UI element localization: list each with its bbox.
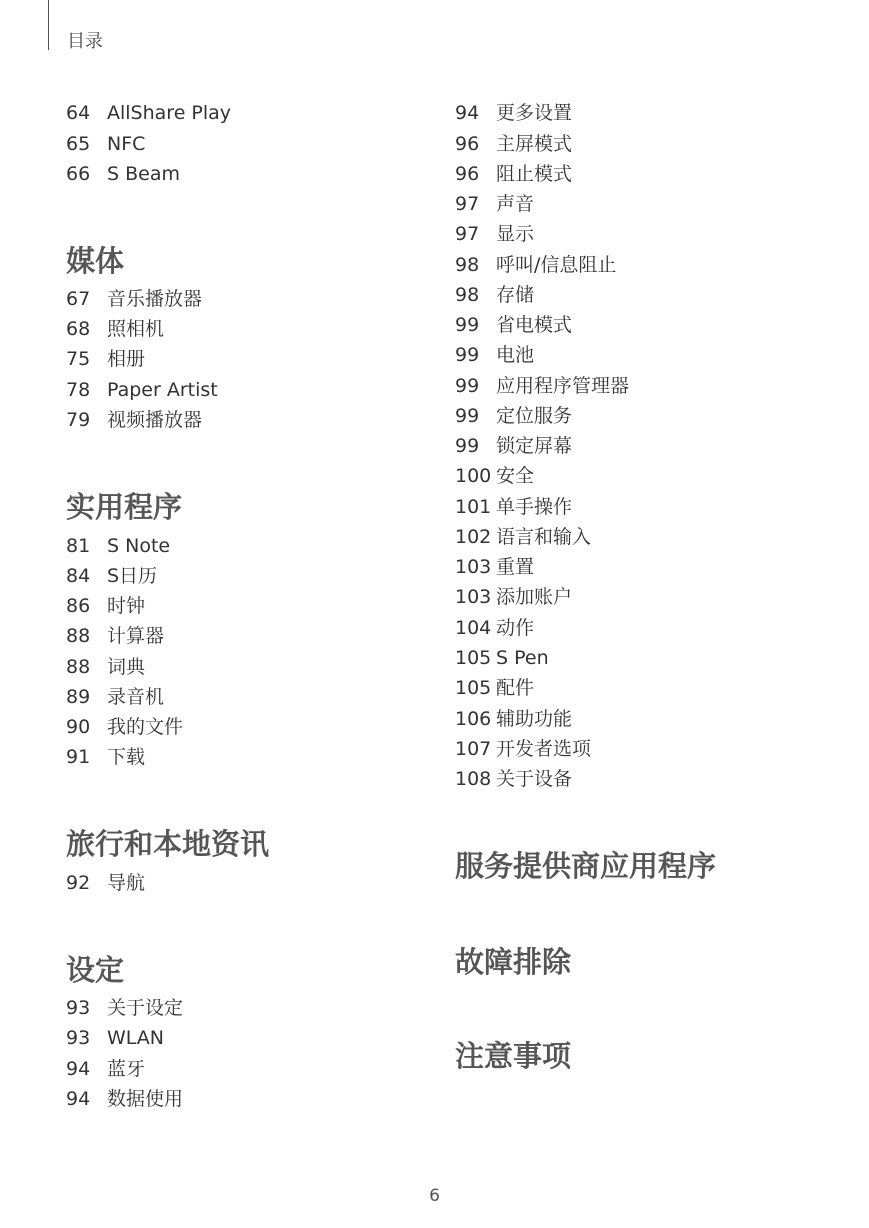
toc-entry-title: 词典 <box>107 656 146 678</box>
toc-entry[interactable] <box>455 707 572 731</box>
toc-page-number: 79 <box>66 409 91 431</box>
toc-page-number: 96 <box>455 133 480 155</box>
toc-entry[interactable] <box>455 434 572 458</box>
toc-page-number: 96 <box>455 163 480 185</box>
toc-page-number: 99 <box>455 314 480 336</box>
toc-page-number: 107 <box>455 738 492 760</box>
toc-entry-title: 下载 <box>107 746 146 768</box>
page-header-title: 目录 <box>67 31 103 52</box>
toc-entry[interactable] <box>66 347 145 371</box>
toc-entry-title: 安全 <box>496 465 535 487</box>
toc-entry[interactable] <box>455 313 572 337</box>
toc-page-number: 66 <box>66 163 91 185</box>
toc-entry[interactable] <box>66 624 164 648</box>
toc-entry[interactable] <box>455 162 572 186</box>
toc-page-number: 67 <box>66 288 91 310</box>
toc-page-number: 98 <box>455 284 480 306</box>
toc-page-number: 88 <box>66 625 91 647</box>
toc-page-number: 92 <box>66 872 91 894</box>
section-heading-settings[interactable]: 设定 <box>66 953 125 987</box>
toc-entry-title: 我的文件 <box>107 716 184 738</box>
toc-entry-title: 动作 <box>496 617 535 639</box>
toc-page-number: 99 <box>455 344 480 366</box>
toc-entry[interactable] <box>66 1057 145 1081</box>
toc-entry[interactable] <box>66 996 183 1020</box>
toc-page-number: 93 <box>66 997 91 1019</box>
toc-entry[interactable] <box>66 685 164 709</box>
section-heading-media[interactable]: 媒体 <box>66 244 125 278</box>
toc-entry-title: 视频播放器 <box>107 409 203 431</box>
section-heading-precautions[interactable]: 注意事项 <box>455 1039 572 1073</box>
toc-page-number: 81 <box>66 535 91 557</box>
toc-entry[interactable] <box>66 317 164 341</box>
toc-page-number: 99 <box>455 375 480 397</box>
section-heading-utilities[interactable]: 实用程序 <box>66 490 183 524</box>
toc-entry-title: 更多设置 <box>496 102 573 124</box>
toc-page-number: 75 <box>66 348 91 370</box>
toc-entry-title: 主屏模式 <box>496 133 573 155</box>
toc-entry-title: NFC <box>107 133 146 155</box>
toc-page-number: 64 <box>66 102 91 124</box>
toc-page-number: 104 <box>455 617 492 639</box>
toc-entry[interactable] <box>455 101 572 125</box>
toc-entry[interactable] <box>455 132 572 156</box>
toc-entry[interactable] <box>66 408 202 432</box>
toc-page-number: 105 <box>455 647 492 669</box>
toc-entry[interactable] <box>66 287 202 311</box>
toc-entry-title: Paper Artist <box>107 379 218 401</box>
toc-page-number: 99 <box>455 435 480 457</box>
toc-entry[interactable] <box>66 534 170 558</box>
toc-entry-title: 电池 <box>496 344 535 366</box>
toc-page-number: 102 <box>455 526 492 548</box>
toc-page-number: 97 <box>455 223 480 245</box>
toc-page-number: 99 <box>455 405 480 427</box>
toc-entry-title: 关于设备 <box>496 768 573 790</box>
toc-page-number: 97 <box>455 193 480 215</box>
toc-entry-title: 锁定屏幕 <box>496 435 573 457</box>
toc-entry-title: 录音机 <box>107 686 165 708</box>
toc-entry-title: S Beam <box>107 163 180 185</box>
toc-page-number: 98 <box>455 254 480 276</box>
toc-entry[interactable] <box>455 616 534 640</box>
toc-entry[interactable] <box>66 594 145 618</box>
toc-entry-title: 数据使用 <box>107 1088 184 1110</box>
toc-page-number: 94 <box>455 102 480 124</box>
toc-entry-title: 呼叫/信息阻止 <box>496 254 617 276</box>
toc-page-number: 94 <box>66 1058 91 1080</box>
toc-page-number: 88 <box>66 656 91 678</box>
toc-entry-title: 导航 <box>107 872 146 894</box>
toc-entry[interactable] <box>455 767 572 791</box>
toc-entry-title: S Pen <box>496 647 549 669</box>
toc-entry-title: 语言和输入 <box>496 526 592 548</box>
toc-entry-title: 声音 <box>496 193 535 215</box>
toc-page-number: 86 <box>66 595 91 617</box>
toc-entry[interactable] <box>455 525 591 549</box>
toc-entry[interactable] <box>66 564 157 588</box>
toc-entry[interactable] <box>455 343 534 367</box>
toc-entry-title: 照相机 <box>107 318 165 340</box>
toc-entry[interactable] <box>66 378 218 402</box>
header-rule <box>48 0 49 50</box>
toc-entry[interactable] <box>455 495 572 519</box>
toc-entry-title: 阻止模式 <box>496 163 573 185</box>
toc-entry-title: 计算器 <box>107 625 165 647</box>
toc-entry[interactable] <box>66 132 145 156</box>
toc-entry-title: 重置 <box>496 556 535 578</box>
toc-entry-title: 相册 <box>107 348 146 370</box>
toc-page-number: 89 <box>66 686 91 708</box>
toc-page-number: 103 <box>455 586 492 608</box>
toc-entry-title: AllShare Play <box>107 102 232 124</box>
toc-page-number: 105 <box>455 677 492 699</box>
toc-entry-title: 音乐播放器 <box>107 288 203 310</box>
page-number: 6 <box>429 1186 440 1206</box>
toc-entry[interactable] <box>455 646 549 670</box>
toc-entry-title: 配件 <box>496 677 535 699</box>
toc-entry[interactable] <box>66 1087 183 1111</box>
toc-entry[interactable] <box>455 737 591 761</box>
toc-page-number: 84 <box>66 565 91 587</box>
toc-entry[interactable] <box>66 101 231 125</box>
toc-page-number: 103 <box>455 556 492 578</box>
toc-entry[interactable] <box>455 192 534 216</box>
toc-entry-title: 关于设定 <box>107 997 184 1019</box>
toc-entry[interactable] <box>455 585 572 609</box>
toc-page-number: 106 <box>455 708 492 730</box>
toc-entry[interactable] <box>66 162 180 186</box>
toc-entry[interactable] <box>455 283 534 307</box>
section-heading-service-provider-apps[interactable]: 服务提供商应用程序 <box>455 849 717 883</box>
section-heading-travel[interactable]: 旅行和本地资讯 <box>66 827 270 861</box>
toc-entry-title: 蓝牙 <box>107 1058 146 1080</box>
toc-entry[interactable] <box>455 555 534 579</box>
toc-entry-title: 开发者选项 <box>496 738 592 760</box>
section-heading-troubleshooting[interactable]: 故障排除 <box>455 945 572 979</box>
toc-entry[interactable] <box>66 1026 164 1050</box>
toc-page-number: 108 <box>455 768 492 790</box>
toc-entry-title: 单手操作 <box>496 496 573 518</box>
toc-entry[interactable] <box>66 715 183 739</box>
toc-page-number: 78 <box>66 379 91 401</box>
toc-entry-title: 存储 <box>496 284 535 306</box>
toc-entry-title: 显示 <box>496 223 535 245</box>
toc-page-number: 65 <box>66 133 91 155</box>
toc-entry-title: 时钟 <box>107 595 146 617</box>
toc-entry[interactable] <box>455 222 534 246</box>
toc-entry[interactable] <box>455 253 616 277</box>
toc-entry[interactable] <box>455 404 572 428</box>
toc-entry[interactable] <box>66 871 145 895</box>
toc-page-number: 90 <box>66 716 91 738</box>
toc-page-number: 101 <box>455 496 492 518</box>
toc-entry[interactable] <box>66 745 145 769</box>
toc-entry[interactable] <box>455 374 629 398</box>
toc-entry[interactable] <box>455 464 534 488</box>
toc-entry-title: 定位服务 <box>496 405 573 427</box>
toc-entry[interactable] <box>66 655 145 679</box>
toc-page-number: 100 <box>455 465 492 487</box>
toc-entry-title: S日历 <box>107 565 158 587</box>
toc-entry-title: 添加账户 <box>496 586 573 608</box>
toc-page-number: 68 <box>66 318 91 340</box>
toc-entry-title: WLAN <box>107 1027 165 1049</box>
toc-entry-title: S Note <box>107 535 171 557</box>
toc-page-number: 91 <box>66 746 91 768</box>
toc-entry[interactable] <box>455 676 534 700</box>
toc-entry-title: 应用程序管理器 <box>496 375 630 397</box>
toc-entry-title: 辅助功能 <box>496 708 573 730</box>
toc-page-number: 94 <box>66 1088 91 1110</box>
toc-entry-title: 省电模式 <box>496 314 573 336</box>
toc-page-number: 93 <box>66 1027 91 1049</box>
